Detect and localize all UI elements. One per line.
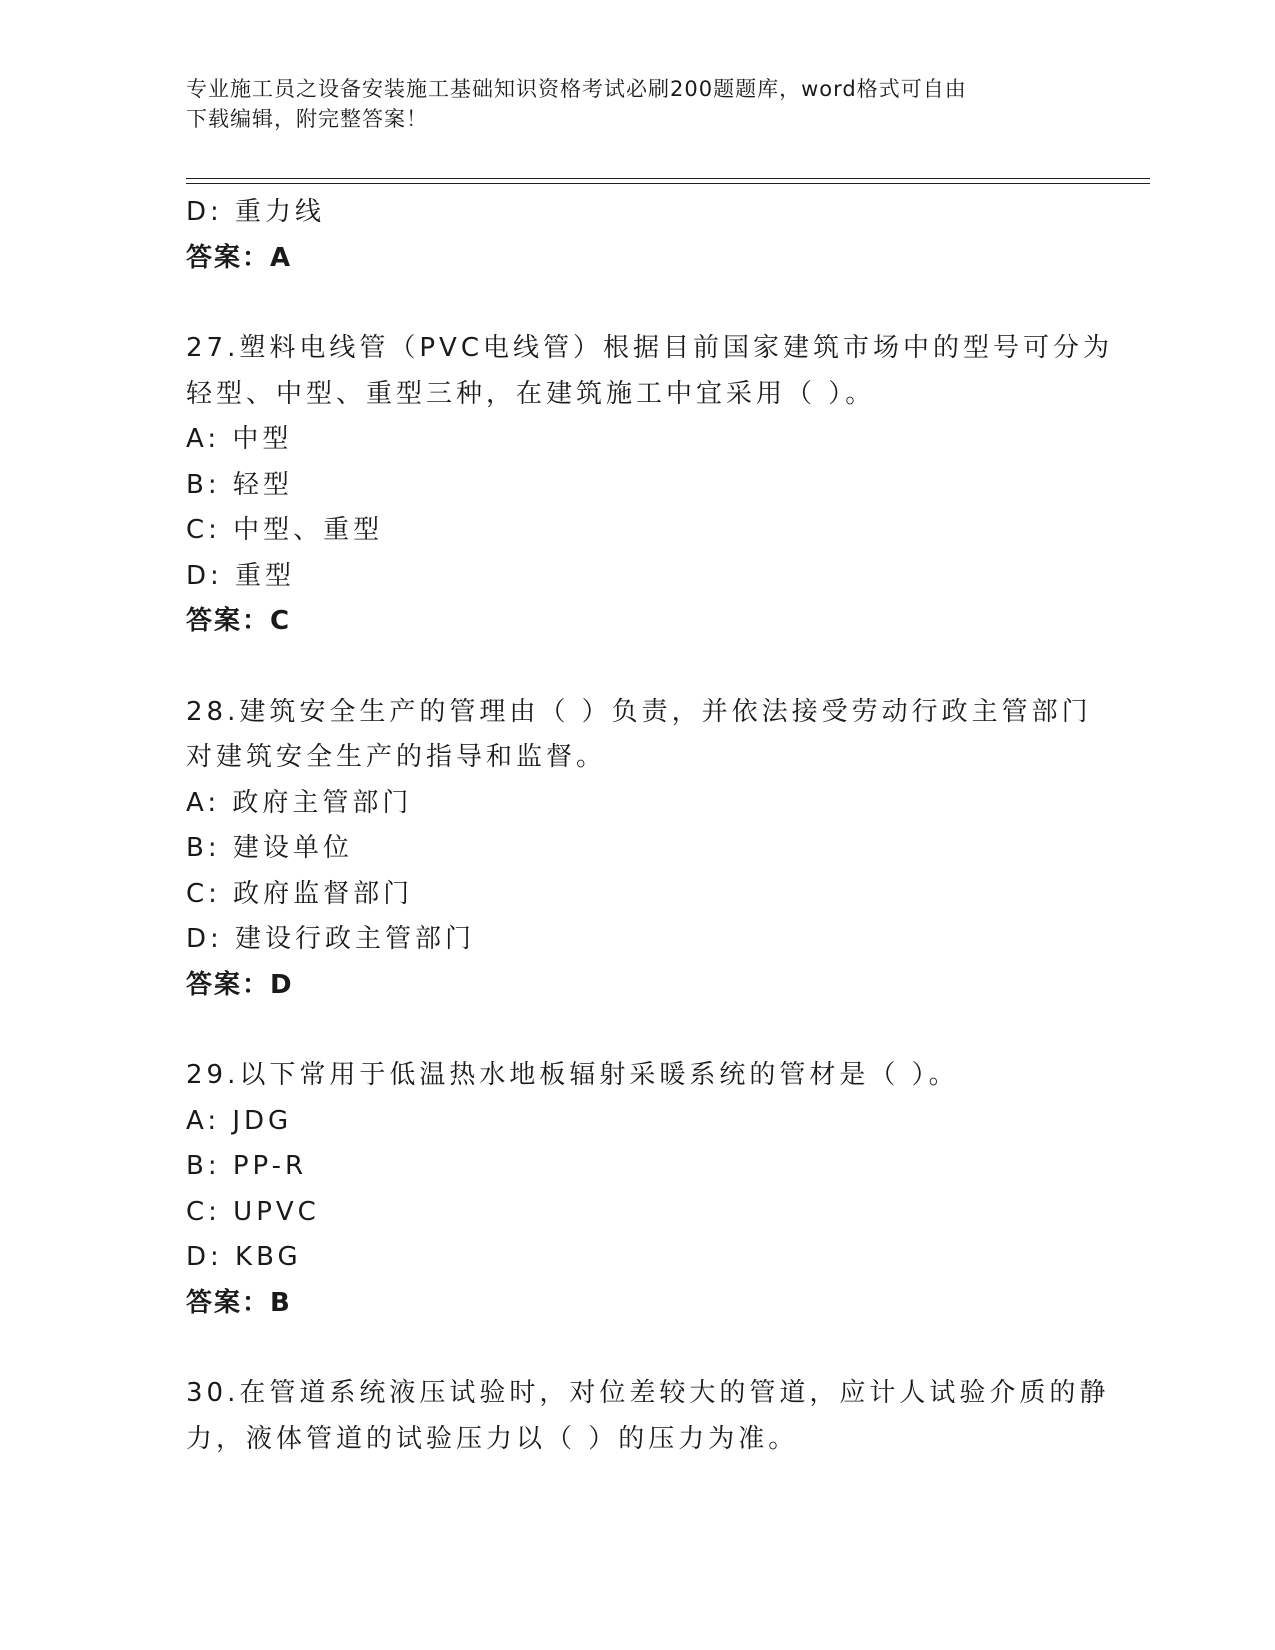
option-c: C: 中型、重型: [186, 515, 384, 545]
answer: 答案：B: [186, 1287, 292, 1318]
question-29: [186, 1053, 1086, 1326]
option-a: A: 中型: [186, 424, 293, 454]
spacer: [186, 281, 1086, 326]
option-d: D: KBG: [186, 1242, 302, 1272]
option-d: D: 建设行政主管部门: [186, 924, 476, 954]
question-stem-line-2: 对建筑安全生产的指导和监督。: [186, 742, 607, 772]
option-b: B: 轻型: [186, 469, 293, 500]
option-b: B: PP-R: [186, 1151, 308, 1181]
spacer: [186, 645, 1086, 690]
spacer: [186, 1326, 1086, 1371]
question-stem-line-1: 27.塑料电线管（PVC电线管）根据目前国家建筑市场中的型号可分为: [186, 333, 1113, 363]
question-27: [186, 326, 1113, 645]
answer: 答案：C: [186, 606, 292, 636]
question-30: [186, 1371, 1110, 1462]
option-a: A: JDG: [186, 1105, 293, 1136]
option-d: D: 重力线: [186, 197, 326, 227]
question-stem-line-1: 28.建筑安全生产的管理由（ ）负责，并依法接受劳动行政主管部门: [186, 696, 1092, 727]
header-divider-bottom: [186, 183, 1150, 184]
question-28: [186, 690, 1092, 1009]
header-line-1: 专业施工员之设备安装施工基础知识资格考试必刷200题题库，word格式可自由: [186, 77, 967, 101]
question-content: [186, 190, 1113, 1462]
question-stem-line-2: 力，液体管道的试验压力以（ ）的压力为准。: [186, 1423, 799, 1454]
option-c: C: UPVC: [186, 1196, 320, 1227]
header-line-2: 下载编辑，附完整答案！: [186, 107, 428, 131]
option-a: A: 政府主管部门: [186, 787, 413, 818]
page-header: [186, 74, 1086, 134]
spacer: [186, 1008, 1086, 1053]
question-stem-line-1: 30.在管道系统液压试验时，对位差较大的管道，应计人试验介质的静: [186, 1378, 1110, 1408]
question-stem-line-1: 29.以下常用于低温热水地板辐射采暖系统的管材是（ ）。: [186, 1060, 959, 1090]
option-c: C: 政府监督部门: [186, 878, 414, 909]
question-stem-line-2: 轻型、中型、重型三种，在建筑施工中宜采用（ ）。: [186, 378, 876, 409]
option-b: B: 建设单位: [186, 833, 353, 863]
answer: 答案：A: [186, 242, 293, 273]
header-divider-top: [186, 178, 1150, 179]
option-d: D: 重型: [186, 560, 296, 591]
previous-question-tail: [186, 190, 1086, 281]
answer: 答案：D: [186, 969, 294, 1000]
